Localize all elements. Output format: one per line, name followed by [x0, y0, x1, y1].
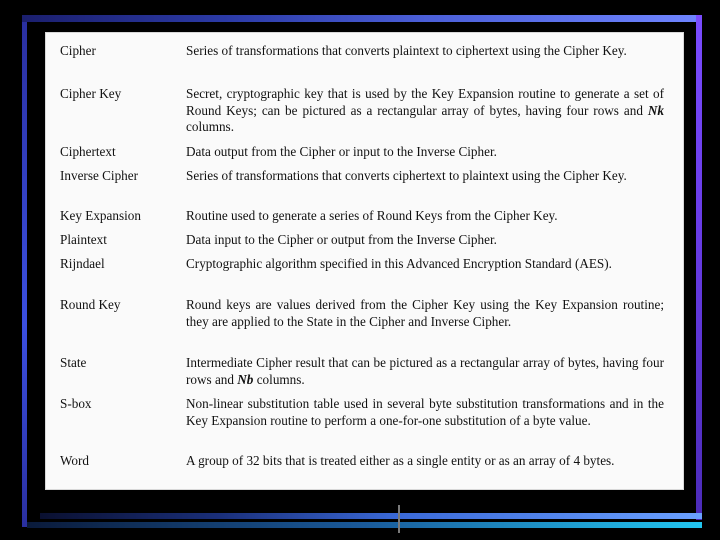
glossary-term: Word [60, 453, 89, 468]
glossary-definition: Series of transformations that converts ciphertext to plaintext using the Cipher Key. [186, 168, 627, 183]
glossary-definition: Routine used to generate a series of Round Keys from the Cipher Key. [186, 208, 558, 223]
glossary-definition [186, 86, 664, 136]
glossary-term: Cipher [60, 43, 96, 58]
glossary-definition: Series of transformations that converts plaintext to ciphertext using the Cipher Key. [186, 43, 627, 58]
glossary-term: S-box [60, 396, 92, 411]
definition-text: Intermediate Cipher result that can be pictured as a rectangular array of bytes, having four rows and [186, 355, 664, 387]
glossary-definition [186, 355, 664, 388]
definition-emphasis: Nk [647, 102, 664, 118]
glossary-term: Cipher Key [60, 86, 122, 101]
glossary-term: Rijndael [60, 256, 105, 271]
definition-emphasis: Nb [237, 371, 254, 387]
glossary-definition: Data output from the Cipher or input to the Inverse Cipher. [186, 144, 497, 159]
glossary-definition: Data input to the Cipher or output from the Inverse Cipher. [186, 232, 497, 247]
glossary-panel [45, 32, 684, 490]
decorative-top-bar [22, 15, 696, 22]
glossary-definition: A group of 32 bits that is treated either as a single entity or as an array of 4 bytes. [186, 453, 615, 468]
glossary-term: Plaintext [60, 232, 107, 247]
definition-text: columns. [253, 371, 305, 387]
glossary-definition: Cryptographic algorithm specified in this Advanced Encryption Standard (AES). [186, 256, 612, 271]
decorative-divider-tick [398, 505, 400, 533]
decorative-bottom-bar-lower [27, 522, 702, 528]
glossary-term: Inverse Cipher [60, 168, 138, 183]
glossary-definition: Round keys are values derived from the Cipher Key using the Key Expansion routine; they are applied to the State in the Cipher and Inverse Cipher. [186, 297, 664, 329]
glossary-definition: Non-linear substitution table used in several byte substitution transformations and in the Key Expansion routine to perform a one-for-one substitution of a byte value. [186, 396, 664, 428]
decorative-bottom-bar-left [40, 513, 400, 519]
definition-text: Secret, cryptographic key that is used by the Key Expansion routine to generate a set of Round Keys; can be pictured as a rectangular array of bytes, having four rows and [186, 86, 664, 118]
definition-text: columns. [186, 119, 234, 134]
glossary-term: Key Expansion [60, 208, 141, 223]
decorative-right-bar [696, 15, 702, 520]
decorative-left-bar [22, 22, 27, 527]
decorative-bottom-bar-right [400, 513, 702, 519]
glossary-term: State [60, 355, 87, 370]
glossary-term: Round Key [60, 297, 121, 312]
glossary-term: Ciphertext [60, 144, 116, 159]
